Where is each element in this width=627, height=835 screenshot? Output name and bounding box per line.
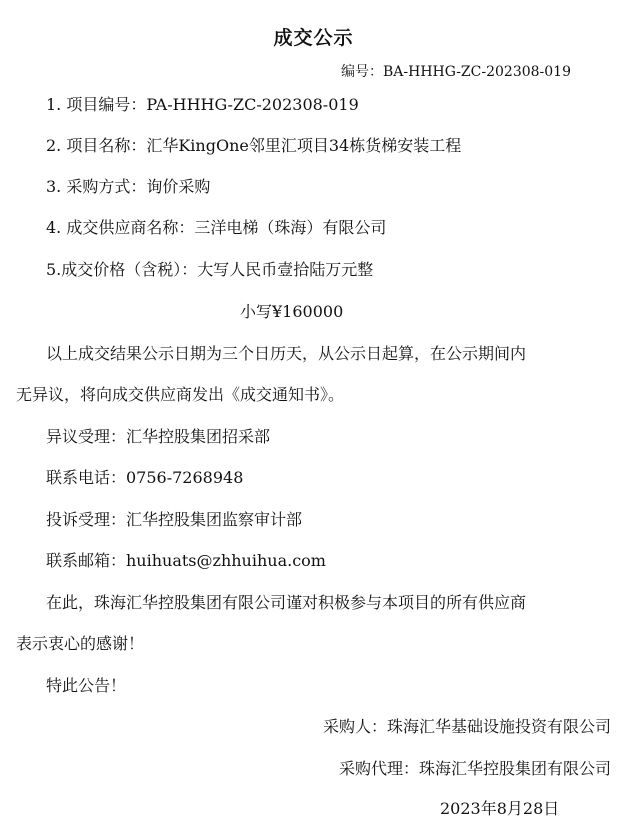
purchaser-signature: 采购人：珠海汇华基础设施投资有限公司	[322, 717, 611, 736]
announcement-date: 2023年8月28日	[440, 799, 560, 818]
document-title: 成交公示	[273, 27, 354, 49]
complaint-contact: 投诉受理：汇华控股集团监察审计部	[46, 510, 303, 529]
thanks-paragraph-line-1: 在此，珠海汇华控股集团有限公司谨对积极参与本项目的所有供应商	[46, 593, 527, 612]
notice-paragraph-line-1: 以上成交结果公示日期为三个日历天，从公示日起算，在公示期间内	[46, 344, 527, 363]
document-number: 编号：BA-HHHG-ZC-202308-019	[341, 64, 571, 80]
agent-signature: 采购代理：珠海汇华控股集团有限公司	[338, 759, 611, 778]
item-price: 5.成交价格（含税）：大写人民币壹拾陆万元整	[46, 260, 374, 279]
price-in-figures: 小写¥160000	[240, 302, 344, 321]
notice-paragraph-line-2: 无异议，将向成交供应商发出《成交通知书》。	[16, 385, 345, 404]
item-procurement-method: 3. 采购方式：询价采购	[46, 177, 211, 196]
closing-statement: 特此公告！	[46, 676, 127, 695]
contact-phone: 联系电话：0756-7268948	[46, 468, 244, 487]
objection-contact: 异议受理：汇华控股集团招采部	[46, 427, 271, 446]
contact-email: 联系邮箱：huihuats@zhhuihua.com	[46, 551, 326, 570]
item-supplier-name: 4. 成交供应商名称：三洋电梯（珠海）有限公司	[46, 218, 387, 237]
item-project-number: 1. 项目编号：PA-HHHG-ZC-202308-019	[46, 95, 359, 114]
thanks-paragraph-line-2: 表示衷心的感谢！	[16, 634, 145, 653]
item-project-name: 2. 项目名称：汇华KingOne邻里汇项目34栋货梯安装工程	[46, 136, 462, 155]
